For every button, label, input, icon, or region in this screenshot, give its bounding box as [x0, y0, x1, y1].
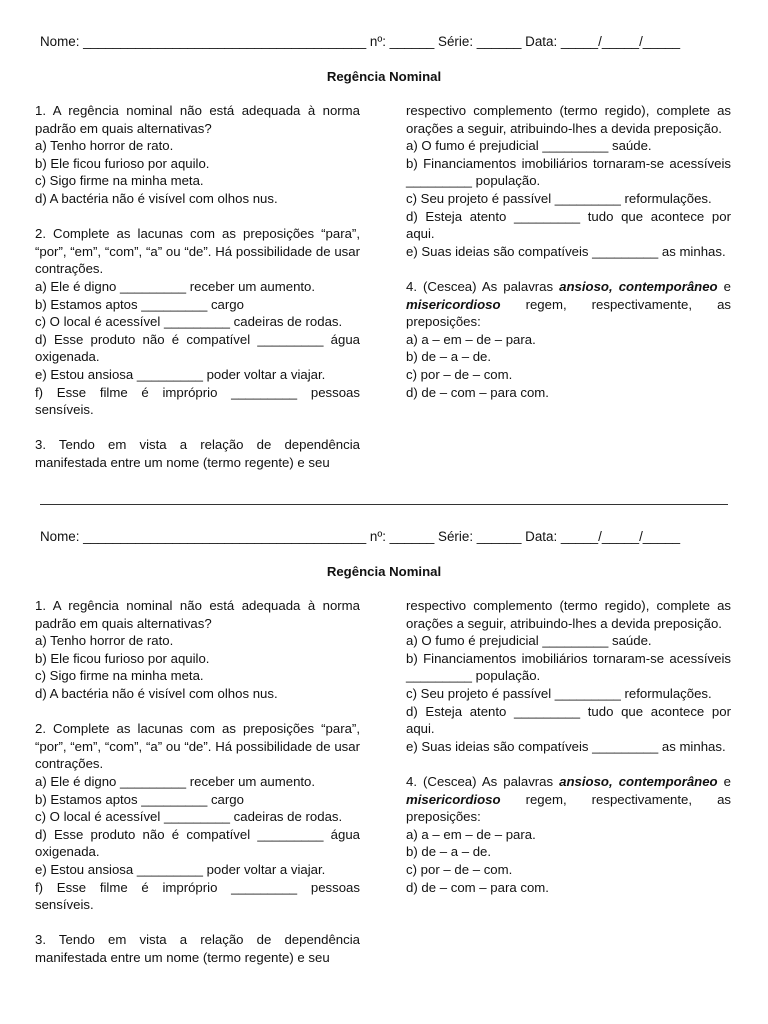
question-2-item-f: f) Esse filme é impróprio _________ pessoas sensíveis. — [35, 879, 360, 913]
question-2-item-c: c) O local é acessível _________ cadeiras de rodas. — [35, 314, 343, 330]
question-4-prompt: 4. (Cescea) As palavras ansioso, contemporâneo e misericordioso regem, respectivamente, as preposições: — [406, 773, 731, 825]
question-1-prompt: 1. A regência nominal não está adequada à norma padrão em quais alternativas? — [35, 598, 360, 631]
question-3-item-c: c) Seu projeto é passível _________ reformulações. — [406, 685, 712, 701]
question-2-item-e: e) Estou ansiosa _________ poder voltar a viajar. — [35, 366, 326, 382]
question-3-item-a: a) O fumo é prejudicial _________ saúde. — [406, 138, 652, 154]
question-3-item-d: d) Esteja atento _________ tudo que acontece por aqui. — [406, 208, 731, 242]
question-4-option-d: d) de – com – para com. — [406, 384, 549, 400]
worksheet-title: Regência Nominal — [326, 69, 442, 84]
question-3-item-b: b) Financiamentos imobiliários tornaram-se acessíveis _________ população. — [406, 155, 731, 189]
question-3-prompt-start: 3. Tendo em vista a relação de dependência manifestada entre um nome (termo regente) e seu — [35, 932, 360, 965]
question-2-prompt: 2. Complete as lacunas com as preposições “para”, “por”, “em”, “com”, “a” ou “de”. Há possibilidade de usar contrações. — [35, 721, 360, 772]
question-2-item-a: a) Ele é digno _________ receber um aumento. — [35, 773, 316, 789]
question-4-option-a: a) a – em – de – para. — [406, 331, 536, 347]
question-4-term-2: misericordioso — [406, 791, 501, 807]
question-2-item-b: b) Estamos aptos _________ cargo — [35, 791, 244, 807]
question-1-prompt: 1. A regência nominal não está adequada à norma padrão em quais alternativas? — [35, 103, 360, 136]
student-info-line: Nome: ______________________________________ nº: ______ Série: ______ Data: _____/_____/_____ — [40, 34, 681, 49]
question-2-item-a: a) Ele é digno _________ receber um aumento. — [35, 278, 316, 294]
question-1-option-a: a) Tenho horror de rato. — [35, 138, 174, 154]
question-1-option-a: a) Tenho horror de rato. — [35, 633, 174, 649]
question-1-option-c: c) Sigo firme na minha meta. — [35, 173, 204, 189]
question-4-option-c: c) por – de – com. — [406, 366, 513, 382]
question-2-item-c: c) O local é acessível _________ cadeiras de rodas. — [35, 809, 343, 825]
question-3-item-e: e) Suas ideias são compatíveis _________ as minhas. — [406, 738, 726, 754]
student-info-line: Nome: ______________________________________ nº: ______ Série: ______ Data: _____/_____/_____ — [40, 529, 681, 544]
question-4-option-d: d) de – com – para com. — [406, 879, 549, 895]
question-3-prompt-start: 3. Tendo em vista a relação de dependência manifestada entre um nome (termo regente) e seu — [35, 437, 360, 470]
cut-line-divider — [40, 504, 728, 505]
question-4-prompt: 4. (Cescea) As palavras ansioso, contemporâneo e misericordioso regem, respectivamente, as preposições: — [406, 278, 731, 330]
question-1-option-d: d) A bactéria não é visível com olhos nus. — [35, 685, 278, 701]
question-3-item-c: c) Seu projeto é passível _________ reformulações. — [406, 190, 712, 206]
question-3-item-e: e) Suas ideias são compatíveis _________ as minhas. — [406, 243, 726, 259]
question-3-item-a: a) O fumo é prejudicial _________ saúde. — [406, 633, 652, 649]
question-4-term-1: ansioso, contemporâneo — [559, 773, 718, 789]
right-column — [406, 102, 731, 401]
left-column — [35, 102, 360, 471]
question-4-option-a: a) a – em – de – para. — [406, 826, 536, 842]
left-column — [35, 597, 360, 966]
question-3-item-d: d) Esteja atento _________ tudo que acontece por aqui. — [406, 703, 731, 737]
question-4-option-b: b) de – a – de. — [406, 349, 492, 365]
question-4-term-1: ansioso, contemporâneo — [559, 278, 718, 294]
right-column — [406, 597, 731, 896]
question-2-item-d: d) Esse produto não é compatível _________ água oxigenada. — [35, 331, 360, 365]
question-2-item-f: f) Esse filme é impróprio _________ pessoas sensíveis. — [35, 384, 360, 418]
question-1-option-b: b) Ele ficou furioso por aquilo. — [35, 155, 210, 171]
question-3-prompt-continued: respectivo complemento (termo regido), complete as orações a seguir, atribuindo-lhes a devida preposição. — [406, 598, 731, 631]
question-2-item-e: e) Estou ansiosa _________ poder voltar a viajar. — [35, 861, 326, 877]
question-3-item-b: b) Financiamentos imobiliários tornaram-se acessíveis _________ população. — [406, 650, 731, 684]
question-2-item-d: d) Esse produto não é compatível _________ água oxigenada. — [35, 826, 360, 860]
question-1-option-b: b) Ele ficou furioso por aquilo. — [35, 650, 210, 666]
question-1-option-c: c) Sigo firme na minha meta. — [35, 668, 204, 684]
question-2-item-b: b) Estamos aptos _________ cargo — [35, 296, 244, 312]
question-3-prompt-continued: respectivo complemento (termo regido), complete as orações a seguir, atribuindo-lhes a devida preposição. — [406, 103, 731, 136]
question-4-term-2: misericordioso — [406, 296, 501, 312]
question-2-prompt: 2. Complete as lacunas com as preposições “para”, “por”, “em”, “com”, “a” ou “de”. Há possibilidade de usar contrações. — [35, 226, 360, 277]
question-4-option-c: c) por – de – com. — [406, 861, 513, 877]
question-4-option-b: b) de – a – de. — [406, 844, 492, 860]
worksheet-title: Regência Nominal — [326, 564, 442, 579]
question-1-option-d: d) A bactéria não é visível com olhos nus. — [35, 190, 278, 206]
